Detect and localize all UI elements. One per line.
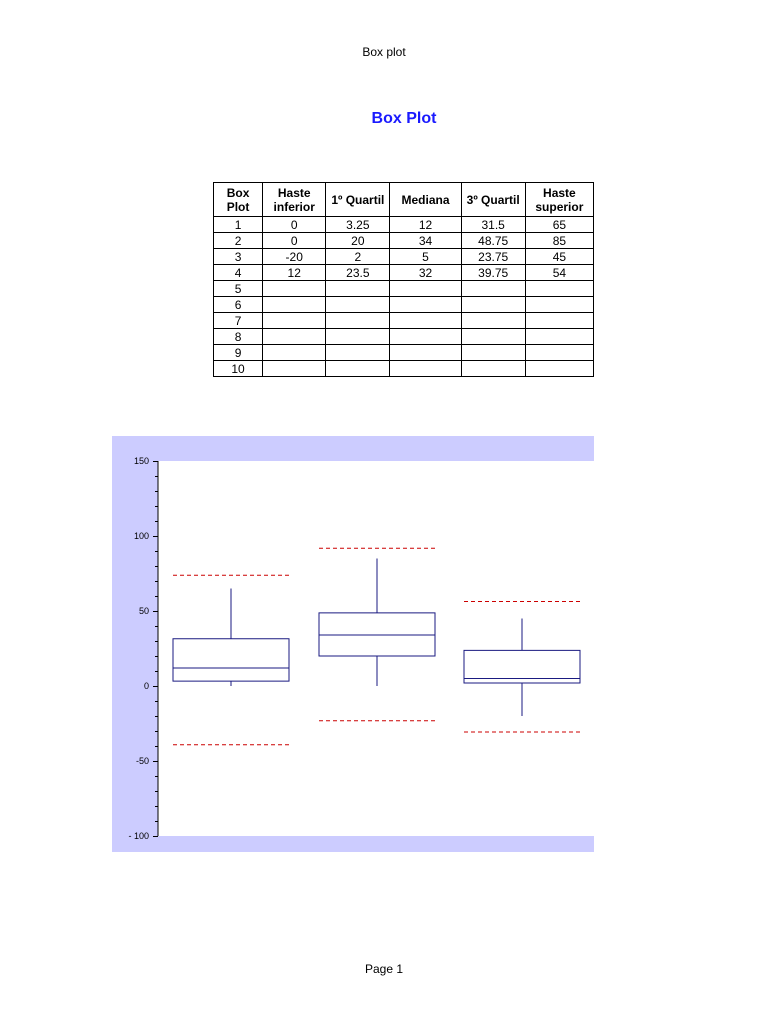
- table-cell: [326, 297, 390, 313]
- table-cell: [461, 297, 525, 313]
- table-cell: 20: [326, 233, 390, 249]
- table-cell: 23.75: [461, 249, 525, 265]
- page-title: Box Plot: [371, 110, 437, 127]
- table-row: [214, 361, 594, 377]
- table-cell: [326, 345, 390, 361]
- table-row: [214, 217, 594, 233]
- table-cell: [525, 345, 593, 361]
- table-row: [214, 345, 594, 361]
- y-tick-label: 50: [138, 606, 149, 616]
- table-cell: [390, 345, 461, 361]
- table-cell: 4: [214, 265, 263, 281]
- col-header-q3: 3º Quartil: [461, 183, 525, 217]
- table-cell: 32: [390, 265, 461, 281]
- boxplot-table: [213, 182, 594, 377]
- table-cell: 45: [525, 249, 593, 265]
- table-cell: [263, 297, 326, 313]
- col-header-median: Mediana: [390, 183, 461, 217]
- table-cell: 39.75: [461, 265, 525, 281]
- table-cell: 3: [214, 249, 263, 265]
- col-header-q1: 1º Quartil: [326, 183, 390, 217]
- table-cell: [525, 313, 593, 329]
- table-cell: [390, 361, 461, 377]
- table-cell: 8: [214, 329, 263, 345]
- table-cell: 7: [214, 313, 263, 329]
- table-cell: 48.75: [461, 233, 525, 249]
- table-cell: 2: [326, 249, 390, 265]
- table-cell: 23.5: [326, 265, 390, 281]
- table-cell: 6: [214, 297, 263, 313]
- page-footer: Page 1: [364, 962, 404, 976]
- table-row: [214, 249, 594, 265]
- table-cell: 1: [214, 217, 263, 233]
- table-cell: [326, 361, 390, 377]
- table-cell: 34: [390, 233, 461, 249]
- table-cell: 10: [214, 361, 263, 377]
- table-cell: [461, 313, 525, 329]
- table-cell: 2: [214, 233, 263, 249]
- chart-svg: [112, 436, 594, 852]
- table-cell: [390, 297, 461, 313]
- table-cell: 85: [525, 233, 593, 249]
- table-cell: [390, 313, 461, 329]
- table-row: [214, 281, 594, 297]
- col-header-upper-whisker: Haste superior: [525, 183, 593, 217]
- table-cell: [461, 281, 525, 297]
- table-cell: [263, 329, 326, 345]
- table-cell: 9: [214, 345, 263, 361]
- table-cell: 54: [525, 265, 593, 281]
- table-cell: 65: [525, 217, 593, 233]
- table-cell: 12: [390, 217, 461, 233]
- table-row: [214, 329, 594, 345]
- table-cell: [525, 297, 593, 313]
- table-cell: [525, 361, 593, 377]
- y-tick-label: 100: [133, 531, 149, 541]
- table-cell: [390, 329, 461, 345]
- table-cell: [525, 281, 593, 297]
- table-cell: [461, 329, 525, 345]
- table-cell: [326, 313, 390, 329]
- table-row: [214, 297, 594, 313]
- table-cell: [263, 313, 326, 329]
- table-cell: [525, 329, 593, 345]
- table-cell: 5: [390, 249, 461, 265]
- table-cell: 0: [263, 233, 326, 249]
- table-cell: [461, 361, 525, 377]
- table-cell: [461, 345, 525, 361]
- col-header-lower-whisker: Haste inferior: [263, 183, 326, 217]
- table-cell: [263, 281, 326, 297]
- table-cell: [263, 345, 326, 361]
- table-header-row: [214, 183, 594, 217]
- col-header-box-plot: Box Plot: [214, 183, 263, 217]
- y-tick-label: 0: [143, 681, 149, 691]
- table-cell: 31.5: [461, 217, 525, 233]
- y-tick-label: 150: [133, 456, 149, 466]
- table-row: [214, 265, 594, 281]
- page-header: Box plot: [362, 45, 406, 59]
- table-cell: [263, 361, 326, 377]
- table-cell: 5: [214, 281, 263, 297]
- table-cell: -20: [263, 249, 326, 265]
- table-row: [214, 233, 594, 249]
- boxplot-chart: [112, 436, 594, 852]
- plot-area: [158, 461, 594, 836]
- y-tick-label: - 100: [128, 831, 149, 841]
- y-tick-label: -50: [135, 756, 149, 766]
- table-cell: [326, 281, 390, 297]
- table-cell: 3.25: [326, 217, 390, 233]
- table-cell: [390, 281, 461, 297]
- table-cell: 0: [263, 217, 326, 233]
- table-cell: 12: [263, 265, 326, 281]
- table-row: [214, 313, 594, 329]
- table-cell: [326, 329, 390, 345]
